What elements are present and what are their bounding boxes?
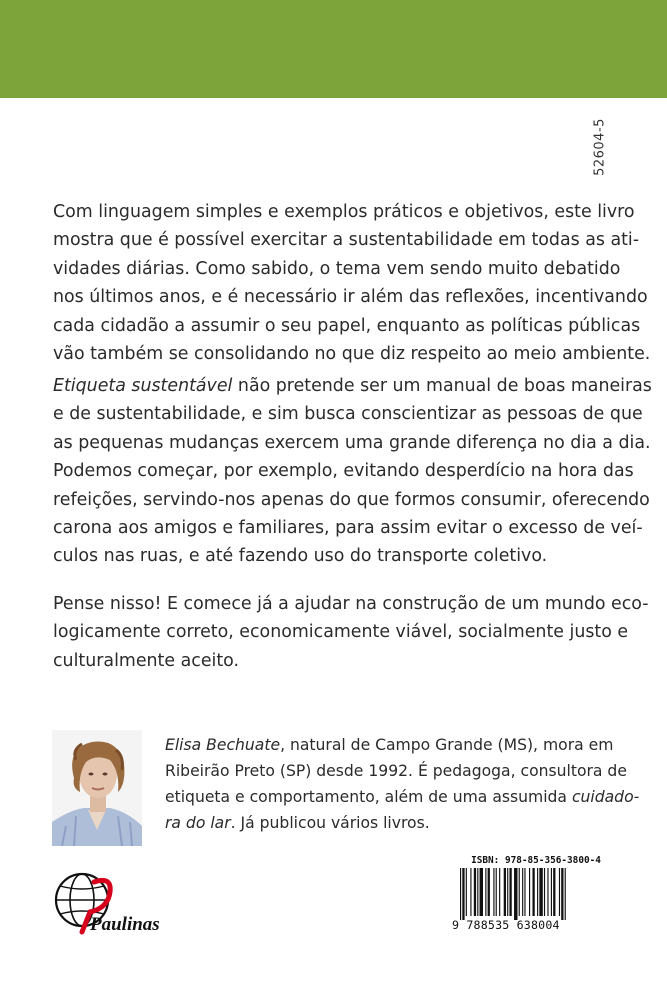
text-line bbox=[165, 784, 640, 810]
barcode-bar bbox=[485, 868, 486, 916]
text-fragment: . Já publicou vários livros. bbox=[230, 814, 430, 832]
paragraph-description bbox=[53, 372, 652, 571]
book-title: Etiqueta sustentável bbox=[53, 376, 233, 396]
text-line: Com linguagem simples e exemplos práticos e objetivos, este livro bbox=[53, 202, 635, 222]
author-bio bbox=[165, 732, 640, 836]
barcode-bar bbox=[507, 868, 508, 916]
barcode-bar bbox=[532, 868, 534, 916]
author-photo bbox=[52, 730, 142, 846]
barcode-block bbox=[452, 855, 620, 935]
text-line: logicamente correto, economicamente viável, socialmente justo e bbox=[53, 622, 629, 643]
barcode-bar bbox=[474, 868, 476, 916]
text-line: culturalmente aceito. bbox=[53, 650, 240, 671]
text-line bbox=[53, 372, 652, 400]
barcode-bar bbox=[553, 868, 555, 916]
barcode-digits: 9 788535 638004 bbox=[452, 918, 560, 932]
barcode-bar bbox=[462, 868, 464, 920]
text-line: e de sustentabilidade, e sim busca conscientizar as pessoas de que bbox=[53, 404, 643, 425]
barcode-bar bbox=[488, 868, 490, 916]
paragraph-intro bbox=[53, 198, 651, 368]
top-color-band bbox=[0, 0, 667, 98]
text-line: cada cidadão a assumir o seu papel, enquanto as políticas públicas bbox=[53, 315, 641, 336]
text-line: culos nas ruas, e até fazendo uso do transporte coletivo. bbox=[53, 546, 548, 567]
side-code bbox=[580, 112, 620, 182]
barcode-bar bbox=[522, 868, 523, 916]
barcode-bar bbox=[493, 868, 494, 916]
barcode-bar bbox=[514, 868, 517, 920]
barcode-bar bbox=[539, 868, 542, 916]
text-line: vão também se consolidando no que diz respeito ao meio ambiente. bbox=[53, 344, 651, 365]
text-line: carona aos amigos e familiares, para assim evitar o excesso de veí- bbox=[53, 518, 643, 539]
barcode-bar bbox=[537, 868, 538, 916]
barcode-bar bbox=[551, 868, 552, 916]
barcode-bar bbox=[519, 868, 520, 916]
barcode-bar bbox=[460, 868, 461, 920]
barcode-bar bbox=[480, 868, 483, 916]
barcode-bar bbox=[504, 868, 506, 916]
text-fragment: não pretende ser um manual de boas maneiras bbox=[232, 376, 652, 396]
barcode-bar bbox=[477, 868, 478, 916]
barcode-bars bbox=[452, 868, 620, 920]
text-fragment-italic: ra do lar bbox=[165, 814, 231, 832]
text-line: Pense nisso! E comece já a ajudar na construção de um mundo eco- bbox=[53, 594, 649, 614]
barcode-bar bbox=[509, 868, 511, 916]
barcode-bar bbox=[496, 868, 497, 916]
text-line: mostra que é possível exercitar a sustentabilidade em todas as ati- bbox=[53, 230, 640, 251]
text-line: Ribeirão Preto (SP) desde 1992. É pedagoga, consultora de bbox=[165, 762, 627, 780]
text-fragment: , natural de Campo Grande (MS), mora em bbox=[280, 736, 614, 754]
text-fragment-italic: cuidado- bbox=[571, 788, 640, 806]
barcode-bar bbox=[547, 868, 548, 916]
text-line: vidades diárias. Como sabido, o tema vem sendo muito debatido bbox=[53, 258, 621, 279]
barcode-bar bbox=[499, 868, 500, 916]
text-line: Podemos começar, por exemplo, evitando desperdício na hora das bbox=[53, 461, 634, 482]
barcode-bar bbox=[529, 868, 530, 916]
barcode-bar bbox=[544, 868, 545, 916]
barcode-bar bbox=[524, 868, 525, 916]
barcode-bar bbox=[565, 868, 566, 920]
text-line: nos últimos anos, e é necessário ir além das reflexões, incentivando bbox=[53, 287, 648, 308]
text-line bbox=[165, 732, 620, 758]
publisher-logo bbox=[50, 868, 165, 940]
barcode-bar bbox=[561, 868, 563, 920]
author-name: Elisa Bechuate bbox=[165, 736, 281, 754]
publisher-name: Paulinas bbox=[90, 914, 160, 935]
text-line: as pequenas mudanças exercem uma grande diferença no dia a dia. bbox=[53, 432, 651, 453]
barcode-bar bbox=[559, 868, 560, 916]
text-fragment: etiqueta e comportamento, além de uma assumida bbox=[165, 788, 572, 806]
barcode-bar bbox=[470, 868, 471, 916]
side-code-text: 52604-5 bbox=[592, 118, 608, 176]
text-line: refeições, servindo-nos apenas do que formos consumir, oferecendo bbox=[53, 489, 650, 510]
isbn-label: ISBN: 978-85-356-3800-4 bbox=[471, 855, 601, 866]
text-line bbox=[165, 810, 620, 836]
barcode-bar bbox=[466, 868, 467, 916]
paragraph-closing bbox=[53, 590, 649, 675]
